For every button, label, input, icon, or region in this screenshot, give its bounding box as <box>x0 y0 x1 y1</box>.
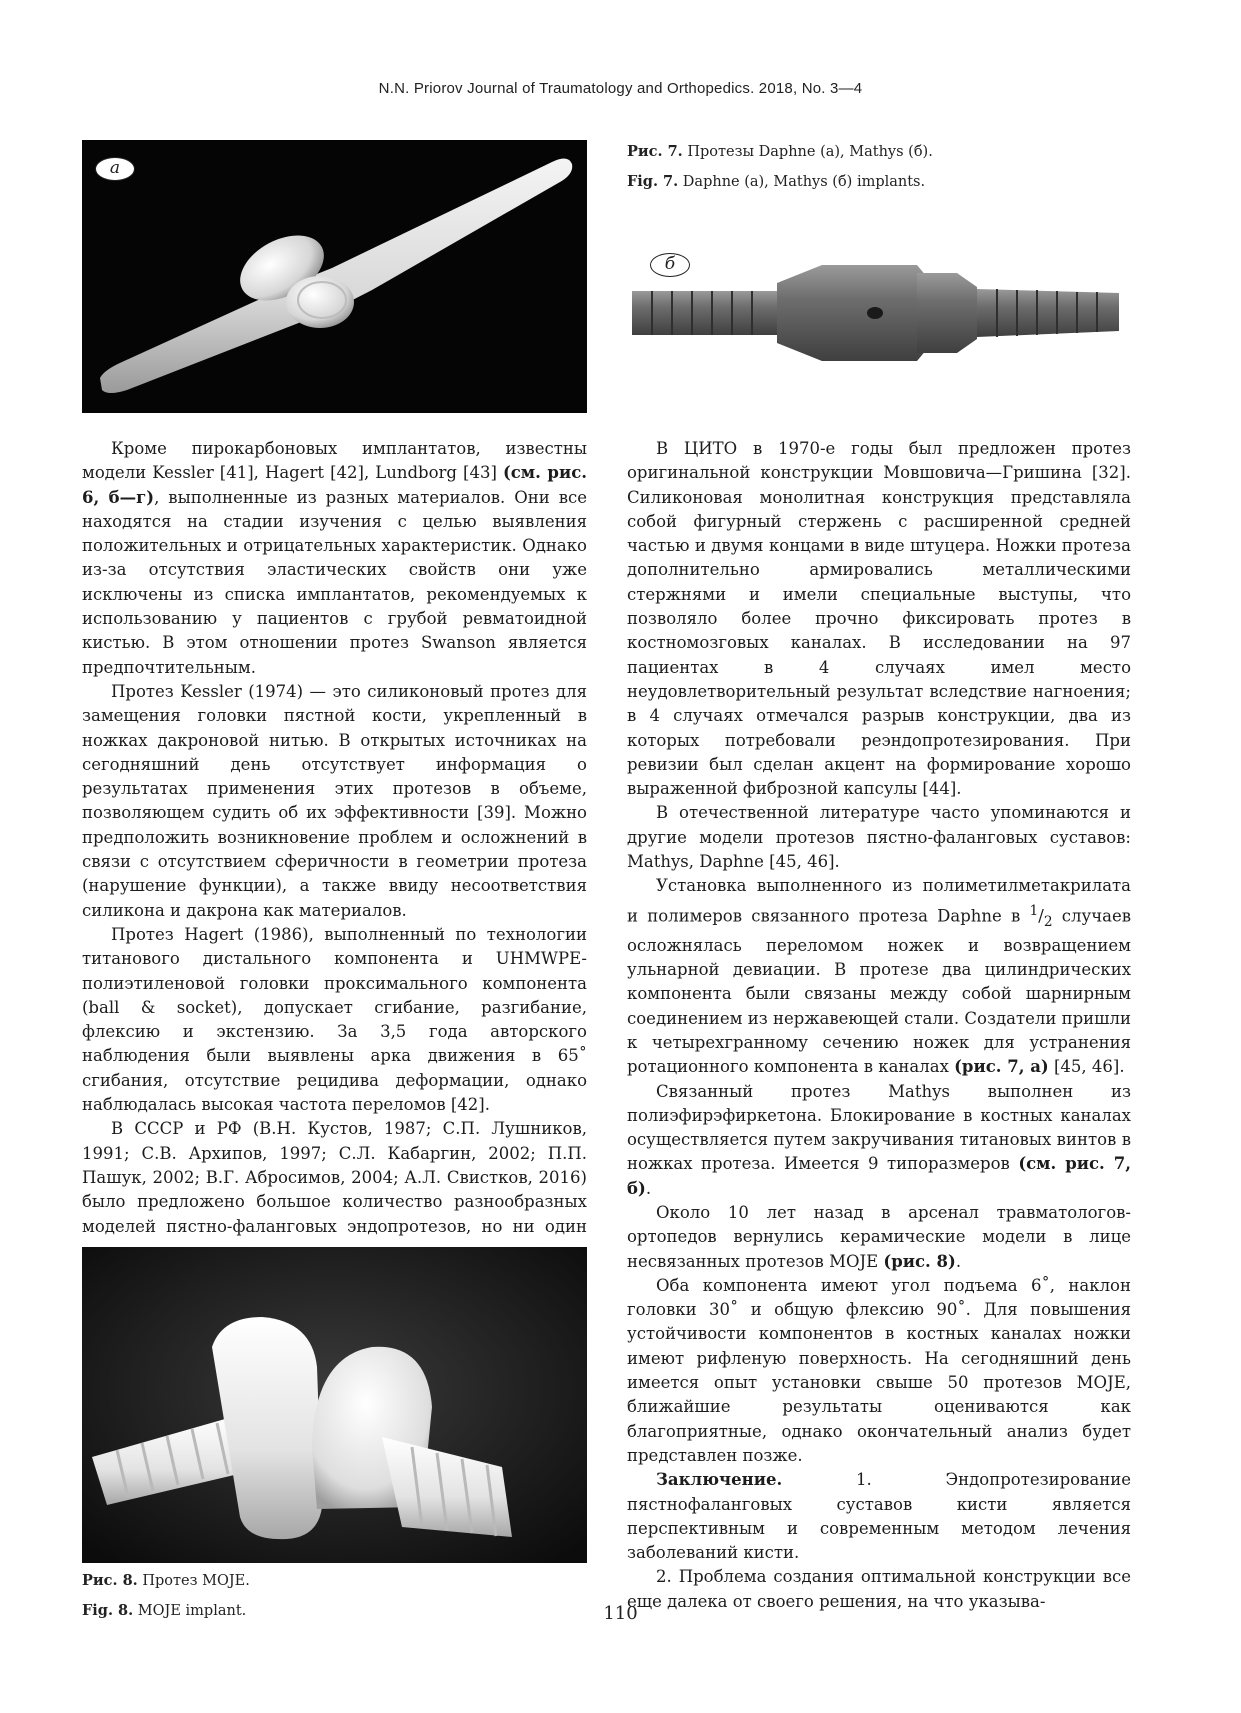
paragraph: В СССР и РФ (В.Н. Кустов, 1987; С.П. Лушников, 1991; С.В. Архипов, 1997; С.Л. Кабаргин, 2002; П.П. Пашук, 2002; В.Г. Абросимов, 2004; А.Л. Свистков, 2016) было предложено большое количество разнообразных моделей пястно-фаланговых эндопротезов, но ни один <box>82 1119 587 1236</box>
right-text-column <box>627 437 1131 1614</box>
text-run: Около 10 лет назад в арсенал травматологов-ортопедов вернулись керамические модели в лице несвязанных протезов MOJE <box>627 1203 1131 1271</box>
text-run: Установка выполненного из полиметилметакрилата и полимеров связанного протеза Daphne в <box>627 876 1131 926</box>
text-run: Кроме пирокарбоновых имплантатов, известны модели Kessler [41], Hagert [42], Lundborg [43] <box>82 439 587 483</box>
paragraph <box>82 437 587 680</box>
figure-7-caption-ru <box>627 137 1147 167</box>
paragraph: Протез Hagert (1986), выполненный по технологии титанового дистального компонента и UHMWPE-полиэтиленовой головки проксимального компонента (ball & socket), допускает сгибание, разгибание, флексию и экстензию. За 3,5 года авторского наблюдения были выявлены арка движения в 65˚ сгибания, отсутствие рецидива деформации, однако наблюдалась высокая частота переломов [42]. <box>82 924 587 1115</box>
figure-reference: (рис. 7, а) <box>954 1057 1049 1077</box>
text-run: . <box>955 1251 962 1271</box>
text-run: Связанный протез Mathys выполнен из полиэфирэфиркетона. Блокирование в костных каналах осуществляется путем закручивания титановых винтов в ножках протеза. Имеется 9 типоразмеров <box>627 1081 1131 1174</box>
paragraph: Оба компонента имеют угол подъема 6˚, наклон головки 30˚ и общую флексию 90˚. Для повышения устойчивости компонентов в костных каналах ножки имеют рифленую поверхность. На сегодняшний день имеется опыт установки свыше 50 протезов MOJE, ближайшие результаты оцениваются как благоприятные, однако окончательный анализ будет представлен позже. <box>627 1275 1131 1465</box>
figure-7b-photo <box>627 243 1127 383</box>
caption-label: Рис. 8. <box>82 1572 138 1589</box>
moje-implant-image <box>82 1247 587 1563</box>
text-run: . <box>645 1178 652 1198</box>
caption-label: Рис. 7. <box>627 143 683 160</box>
figure-reference: (см. рис. 7, б) <box>627 1154 1131 1198</box>
paragraph <box>627 1468 1131 1565</box>
paragraph: В ЦИТО в 1970-е годы был предложен протез оригинальной конструкции Мовшовича—Гришина [32]. Силиконовая монолитная конструкция представляла собой фигурный стержень с расширенной средней частью и двумя концами в виде штуцера. Ножки протеза дополнительно армировались металлическими стержнями и имели специальные выступы, что позволяло более прочно фиксировать протез в костномозговых каналах. В исследовании на 97 пациентах в 4 случаях имел место неудовлетворительный результат вследствие нагноения; в 4 случаях отмечался разрыв конструкции, два из которых потребовали реэндопротезирования. При ревизии был сделан акцент на формирование хорошо выраженной фиброзной капсулы [44]. <box>627 439 1131 799</box>
conclusion-heading: Заключение. <box>656 1470 783 1490</box>
figure-reference: (см. рис. 6, б—г) <box>82 463 587 507</box>
panel-label-a: а <box>95 157 135 181</box>
figure-7-caption <box>627 137 1147 197</box>
caption-text: Протез MOJE. <box>137 1573 250 1589</box>
paragraph: В отечественной литературе часто упоминаются и другие модели протезов пястно-фаланговых суставов: Mathys, Daphne [45, 46]. <box>627 803 1131 872</box>
figure-7-caption-en <box>627 167 1147 197</box>
text-run: , выполненные из разных материалов. Они все находятся на стадии изучения с целью выявления положительных и отрицательных характеристик. Однако из-за отсутствия эластических свойств они уже исключены из списка имплантатов, рекомендуемых к использованию у пациентов с грубой ревматоидной кистью. В этом отношении протез Swanson является предпочтительным. <box>82 487 587 677</box>
text-run: [45, 46]. <box>1048 1057 1125 1077</box>
paragraph: 2. Проблема создания оптимальной конструкции все еще далека от своего решения, на что указыва- <box>627 1567 1131 1611</box>
figure-7a-photo <box>82 140 587 413</box>
daphne-implant-image <box>82 140 587 413</box>
text-run: случаев осложнялась переломом ножек и возвращением ульнарной девиации. В протезе два цилиндрических компонента были связаны между собой шарнирным соединением из нержавеющей стали. Создатели пришли к четырехгранному сечению ножек для устранения ротационного компонента в каналах <box>627 906 1132 1077</box>
paragraph <box>627 1080 1131 1201</box>
text-run: 1. Эндопротезирование пястнофаланговых суставов кисти является перспективным и современным методом лечения заболеваний кисти. <box>627 1470 1131 1563</box>
paragraph <box>627 1201 1131 1274</box>
figure-reference: (рис. 8) <box>883 1251 956 1271</box>
fraction-denominator: 2 <box>1043 913 1053 930</box>
panel-label-b: б <box>650 253 690 277</box>
running-header: N.N. Priorov Journal of Traumatology and Orthopedics. 2018, No. 3—4 <box>378 80 863 97</box>
page-number: 110 <box>603 1603 638 1624</box>
caption-text: Daphne (a), Mathys (б) implants. <box>678 174 926 190</box>
caption-text: Протезы Daphne (а), Mathys (б). <box>682 144 933 160</box>
left-text-column <box>82 437 587 1312</box>
caption-label: Fig. 8. <box>82 1602 134 1619</box>
paragraph <box>627 874 1131 1079</box>
caption-label: Fig. 7. <box>627 173 679 190</box>
paragraph: Протез Kessler (1974) — это силиконовый протез для замещения головки пястной кости, укрепленный в ножках дакроновой нитью. В открытых источниках на сегодняшний день отсутствует информация о результатах применения этих протезов в объеме, позволяющем судить об их эффективности [39]. Можно предположить возникновение проблем и осложнений в связи с отсутствием сферичности в геометрии протеза (нарушение функции), а также ввиду несоответствия силикона и дакрона как материалов. <box>82 681 587 920</box>
caption-text: MOJE implant. <box>133 1603 247 1619</box>
figure-8-caption-ru <box>82 1566 587 1596</box>
figure-8-photo <box>82 1247 587 1563</box>
fraction-slash: / <box>1038 906 1044 926</box>
mathys-implant-image <box>627 243 1127 383</box>
fraction-numerator: 1 <box>1029 902 1039 919</box>
